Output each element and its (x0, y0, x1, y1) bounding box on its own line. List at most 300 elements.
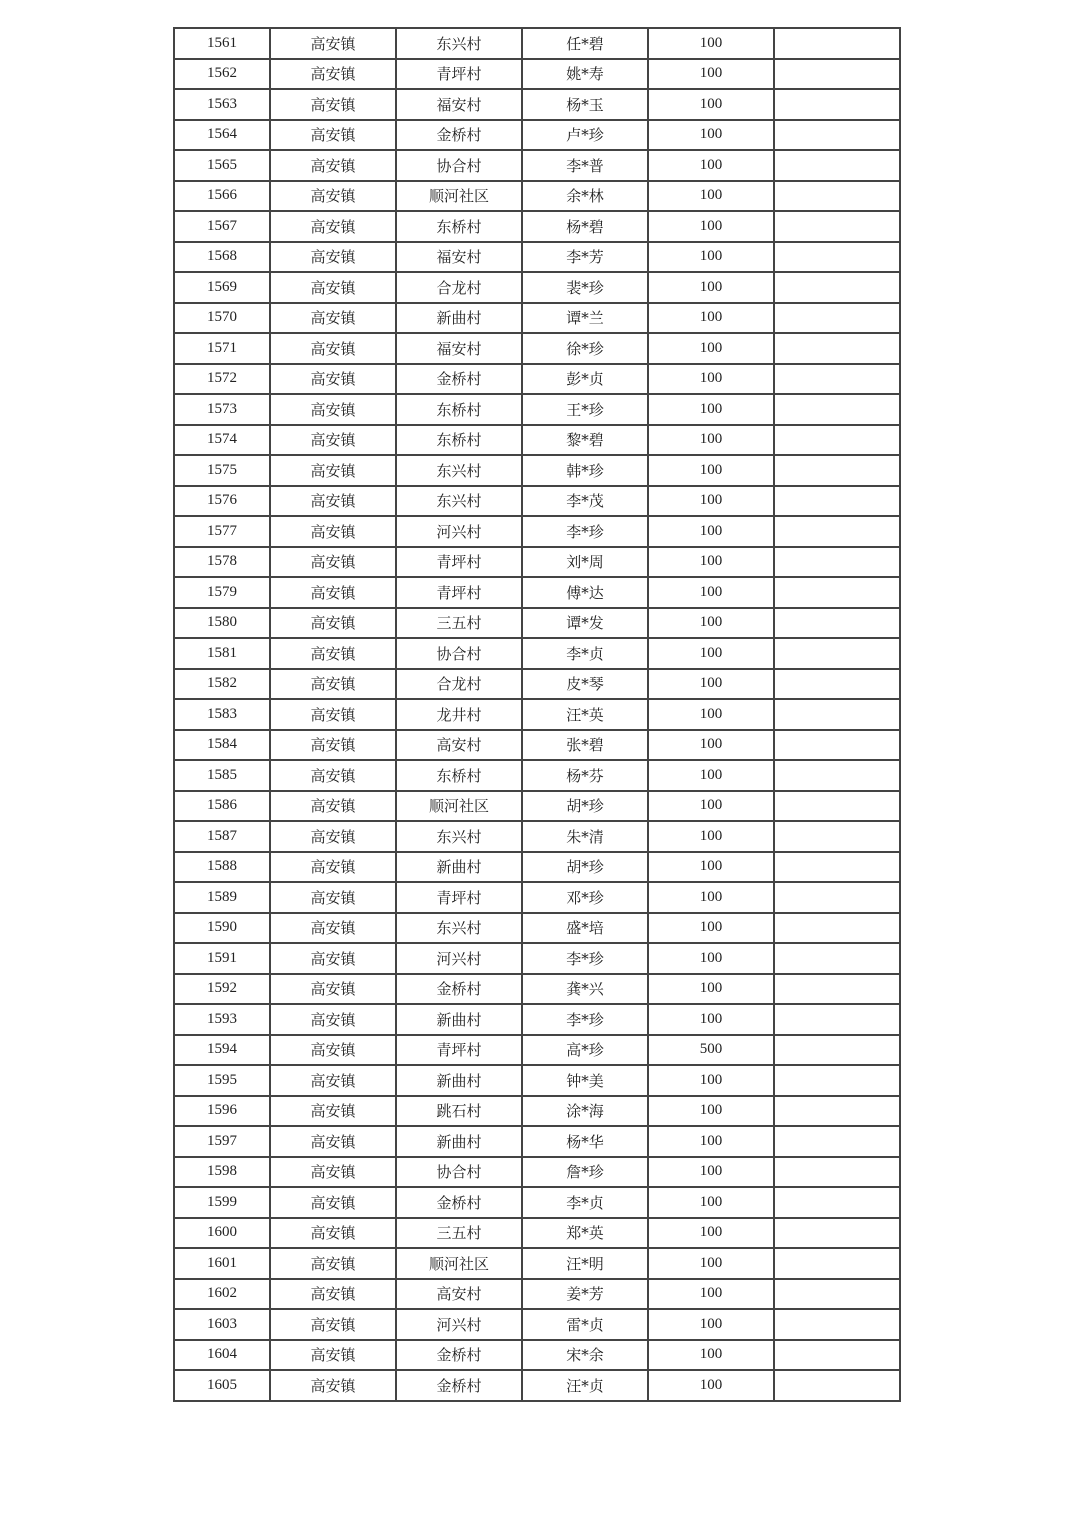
table-row (174, 1279, 900, 1310)
table-row (174, 913, 900, 944)
town-cell: 高安镇 (270, 394, 396, 425)
serial-number-cell: 1566 (174, 181, 270, 212)
table-row (174, 882, 900, 913)
village-cell: 福安村 (396, 242, 522, 273)
person-name-cell: 胡*珍 (522, 852, 648, 883)
remark-cell (774, 242, 900, 273)
serial-number-cell: 1595 (174, 1065, 270, 1096)
town-cell: 高安镇 (270, 425, 396, 456)
amount-cell: 100 (648, 455, 774, 486)
serial-number-cell: 1571 (174, 333, 270, 364)
amount-cell: 100 (648, 89, 774, 120)
town-cell: 高安镇 (270, 547, 396, 578)
remark-cell (774, 1004, 900, 1035)
table-row (174, 1218, 900, 1249)
serial-number-cell: 1577 (174, 516, 270, 547)
person-name-cell: 余*林 (522, 181, 648, 212)
town-cell: 高安镇 (270, 1309, 396, 1340)
village-cell: 东兴村 (396, 913, 522, 944)
table-row (174, 425, 900, 456)
amount-cell: 100 (648, 272, 774, 303)
serial-number-cell: 1563 (174, 89, 270, 120)
person-name-cell: 傅*达 (522, 577, 648, 608)
village-cell: 河兴村 (396, 943, 522, 974)
town-cell: 高安镇 (270, 608, 396, 639)
serial-number-cell: 1590 (174, 913, 270, 944)
table-row (174, 1157, 900, 1188)
table-row (174, 59, 900, 90)
village-cell: 合龙村 (396, 669, 522, 700)
remark-cell (774, 272, 900, 303)
table-row (174, 669, 900, 700)
remark-cell (774, 1248, 900, 1279)
village-cell: 河兴村 (396, 1309, 522, 1340)
serial-number-cell: 1564 (174, 120, 270, 151)
village-cell: 青坪村 (396, 882, 522, 913)
village-cell: 顺河社区 (396, 791, 522, 822)
person-name-cell: 詹*珍 (522, 1157, 648, 1188)
serial-number-cell: 1594 (174, 1035, 270, 1066)
town-cell: 高安镇 (270, 516, 396, 547)
town-cell: 高安镇 (270, 242, 396, 273)
village-cell: 新曲村 (396, 1004, 522, 1035)
person-name-cell: 李*珍 (522, 943, 648, 974)
amount-cell: 100 (648, 913, 774, 944)
roster-table-body (174, 28, 900, 1401)
amount-cell: 100 (648, 1065, 774, 1096)
village-cell: 协合村 (396, 638, 522, 669)
remark-cell (774, 577, 900, 608)
serial-number-cell: 1604 (174, 1340, 270, 1371)
remark-cell (774, 608, 900, 639)
roster-sheet (173, 27, 901, 1402)
remark-cell (774, 394, 900, 425)
table-row (174, 1065, 900, 1096)
village-cell: 青坪村 (396, 1035, 522, 1066)
village-cell: 东桥村 (396, 760, 522, 791)
remark-cell (774, 89, 900, 120)
person-name-cell: 卢*珍 (522, 120, 648, 151)
village-cell: 青坪村 (396, 577, 522, 608)
table-row (174, 486, 900, 517)
table-row (174, 303, 900, 334)
table-row (174, 1309, 900, 1340)
person-name-cell: 李*芳 (522, 242, 648, 273)
town-cell: 高安镇 (270, 1004, 396, 1035)
table-row (174, 974, 900, 1005)
table-row (174, 333, 900, 364)
remark-cell (774, 1157, 900, 1188)
town-cell: 高安镇 (270, 181, 396, 212)
table-row (174, 455, 900, 486)
table-row (174, 211, 900, 242)
remark-cell (774, 699, 900, 730)
town-cell: 高安镇 (270, 303, 396, 334)
remark-cell (774, 638, 900, 669)
serial-number-cell: 1561 (174, 28, 270, 59)
serial-number-cell: 1599 (174, 1187, 270, 1218)
village-cell: 福安村 (396, 89, 522, 120)
town-cell: 高安镇 (270, 1126, 396, 1157)
serial-number-cell: 1562 (174, 59, 270, 90)
remark-cell (774, 516, 900, 547)
town-cell: 高安镇 (270, 150, 396, 181)
village-cell: 青坪村 (396, 547, 522, 578)
amount-cell: 100 (648, 1248, 774, 1279)
serial-number-cell: 1569 (174, 272, 270, 303)
serial-number-cell: 1597 (174, 1126, 270, 1157)
table-row (174, 394, 900, 425)
amount-cell: 100 (648, 181, 774, 212)
town-cell: 高安镇 (270, 730, 396, 761)
remark-cell (774, 211, 900, 242)
roster-table (173, 27, 901, 1402)
town-cell: 高安镇 (270, 59, 396, 90)
town-cell: 高安镇 (270, 455, 396, 486)
table-row (174, 699, 900, 730)
village-cell: 东桥村 (396, 211, 522, 242)
table-row (174, 28, 900, 59)
table-row (174, 181, 900, 212)
town-cell: 高安镇 (270, 699, 396, 730)
remark-cell (774, 821, 900, 852)
serial-number-cell: 1581 (174, 638, 270, 669)
table-row (174, 760, 900, 791)
remark-cell (774, 547, 900, 578)
amount-cell: 100 (648, 974, 774, 1005)
village-cell: 金桥村 (396, 974, 522, 1005)
serial-number-cell: 1584 (174, 730, 270, 761)
table-row (174, 638, 900, 669)
person-name-cell: 盛*培 (522, 913, 648, 944)
village-cell: 新曲村 (396, 852, 522, 883)
village-cell: 协合村 (396, 1157, 522, 1188)
amount-cell: 100 (648, 699, 774, 730)
table-row (174, 1096, 900, 1127)
serial-number-cell: 1570 (174, 303, 270, 334)
amount-cell: 100 (648, 150, 774, 181)
village-cell: 东兴村 (396, 455, 522, 486)
town-cell: 高安镇 (270, 974, 396, 1005)
amount-cell: 100 (648, 608, 774, 639)
serial-number-cell: 1589 (174, 882, 270, 913)
person-name-cell: 任*碧 (522, 28, 648, 59)
town-cell: 高安镇 (270, 89, 396, 120)
town-cell: 高安镇 (270, 760, 396, 791)
village-cell: 金桥村 (396, 1370, 522, 1401)
person-name-cell: 李*珍 (522, 516, 648, 547)
person-name-cell: 谭*兰 (522, 303, 648, 334)
amount-cell: 100 (648, 1004, 774, 1035)
amount-cell: 100 (648, 364, 774, 395)
serial-number-cell: 1601 (174, 1248, 270, 1279)
serial-number-cell: 1587 (174, 821, 270, 852)
person-name-cell: 姚*寿 (522, 59, 648, 90)
person-name-cell: 裴*珍 (522, 272, 648, 303)
village-cell: 三五村 (396, 608, 522, 639)
remark-cell (774, 1065, 900, 1096)
person-name-cell: 姜*芳 (522, 1279, 648, 1310)
table-row (174, 608, 900, 639)
village-cell: 高安村 (396, 1279, 522, 1310)
table-row (174, 516, 900, 547)
village-cell: 新曲村 (396, 1065, 522, 1096)
person-name-cell: 皮*琴 (522, 669, 648, 700)
town-cell: 高安镇 (270, 1035, 396, 1066)
village-cell: 东桥村 (396, 394, 522, 425)
serial-number-cell: 1572 (174, 364, 270, 395)
village-cell: 新曲村 (396, 303, 522, 334)
town-cell: 高安镇 (270, 1157, 396, 1188)
serial-number-cell: 1603 (174, 1309, 270, 1340)
serial-number-cell: 1583 (174, 699, 270, 730)
town-cell: 高安镇 (270, 364, 396, 395)
serial-number-cell: 1574 (174, 425, 270, 456)
amount-cell: 100 (648, 760, 774, 791)
serial-number-cell: 1602 (174, 1279, 270, 1310)
village-cell: 龙井村 (396, 699, 522, 730)
town-cell: 高安镇 (270, 333, 396, 364)
amount-cell: 100 (648, 638, 774, 669)
village-cell: 东兴村 (396, 486, 522, 517)
remark-cell (774, 425, 900, 456)
person-name-cell: 钟*美 (522, 1065, 648, 1096)
remark-cell (774, 852, 900, 883)
person-name-cell: 李*贞 (522, 1187, 648, 1218)
amount-cell: 100 (648, 943, 774, 974)
amount-cell: 100 (648, 1126, 774, 1157)
town-cell: 高安镇 (270, 486, 396, 517)
amount-cell: 100 (648, 333, 774, 364)
remark-cell (774, 364, 900, 395)
remark-cell (774, 181, 900, 212)
table-row (174, 1004, 900, 1035)
person-name-cell: 韩*珍 (522, 455, 648, 486)
amount-cell: 100 (648, 730, 774, 761)
town-cell: 高安镇 (270, 1187, 396, 1218)
remark-cell (774, 303, 900, 334)
remark-cell (774, 150, 900, 181)
table-row (174, 364, 900, 395)
village-cell: 高安村 (396, 730, 522, 761)
serial-number-cell: 1578 (174, 547, 270, 578)
person-name-cell: 杨*玉 (522, 89, 648, 120)
person-name-cell: 宋*余 (522, 1340, 648, 1371)
amount-cell: 100 (648, 1370, 774, 1401)
serial-number-cell: 1568 (174, 242, 270, 273)
village-cell: 青坪村 (396, 59, 522, 90)
table-row (174, 1370, 900, 1401)
table-row (174, 852, 900, 883)
person-name-cell: 彭*贞 (522, 364, 648, 395)
person-name-cell: 杨*芬 (522, 760, 648, 791)
person-name-cell: 张*碧 (522, 730, 648, 761)
table-row (174, 821, 900, 852)
town-cell: 高安镇 (270, 791, 396, 822)
table-row (174, 1035, 900, 1066)
table-row (174, 547, 900, 578)
town-cell: 高安镇 (270, 943, 396, 974)
serial-number-cell: 1596 (174, 1096, 270, 1127)
town-cell: 高安镇 (270, 1065, 396, 1096)
village-cell: 跳石村 (396, 1096, 522, 1127)
serial-number-cell: 1591 (174, 943, 270, 974)
person-name-cell: 雷*贞 (522, 1309, 648, 1340)
village-cell: 福安村 (396, 333, 522, 364)
table-row (174, 242, 900, 273)
person-name-cell: 汪*明 (522, 1248, 648, 1279)
village-cell: 河兴村 (396, 516, 522, 547)
remark-cell (774, 669, 900, 700)
village-cell: 东兴村 (396, 821, 522, 852)
amount-cell: 100 (648, 59, 774, 90)
person-name-cell: 黎*碧 (522, 425, 648, 456)
village-cell: 三五村 (396, 1218, 522, 1249)
serial-number-cell: 1575 (174, 455, 270, 486)
remark-cell (774, 1340, 900, 1371)
village-cell: 合龙村 (396, 272, 522, 303)
serial-number-cell: 1585 (174, 760, 270, 791)
remark-cell (774, 1370, 900, 1401)
amount-cell: 100 (648, 486, 774, 517)
village-cell: 协合村 (396, 150, 522, 181)
table-row (174, 577, 900, 608)
table-row (174, 150, 900, 181)
town-cell: 高安镇 (270, 120, 396, 151)
amount-cell: 100 (648, 577, 774, 608)
table-row (174, 120, 900, 151)
amount-cell: 100 (648, 394, 774, 425)
amount-cell: 100 (648, 211, 774, 242)
remark-cell (774, 974, 900, 1005)
remark-cell (774, 59, 900, 90)
village-cell: 金桥村 (396, 1187, 522, 1218)
amount-cell: 100 (648, 28, 774, 59)
amount-cell: 500 (648, 1035, 774, 1066)
amount-cell: 100 (648, 425, 774, 456)
town-cell: 高安镇 (270, 913, 396, 944)
town-cell: 高安镇 (270, 1248, 396, 1279)
town-cell: 高安镇 (270, 638, 396, 669)
remark-cell (774, 455, 900, 486)
serial-number-cell: 1588 (174, 852, 270, 883)
amount-cell: 100 (648, 1309, 774, 1340)
amount-cell: 100 (648, 1340, 774, 1371)
town-cell: 高安镇 (270, 1279, 396, 1310)
person-name-cell: 李*茂 (522, 486, 648, 517)
serial-number-cell: 1593 (174, 1004, 270, 1035)
person-name-cell: 胡*珍 (522, 791, 648, 822)
table-row (174, 1340, 900, 1371)
amount-cell: 100 (648, 1279, 774, 1310)
amount-cell: 100 (648, 791, 774, 822)
town-cell: 高安镇 (270, 272, 396, 303)
person-name-cell: 李*贞 (522, 638, 648, 669)
person-name-cell: 李*珍 (522, 1004, 648, 1035)
village-cell: 金桥村 (396, 1340, 522, 1371)
town-cell: 高安镇 (270, 1340, 396, 1371)
person-name-cell: 龚*兴 (522, 974, 648, 1005)
person-name-cell: 谭*发 (522, 608, 648, 639)
town-cell: 高安镇 (270, 1096, 396, 1127)
remark-cell (774, 1309, 900, 1340)
person-name-cell: 郑*英 (522, 1218, 648, 1249)
town-cell: 高安镇 (270, 852, 396, 883)
serial-number-cell: 1605 (174, 1370, 270, 1401)
town-cell: 高安镇 (270, 821, 396, 852)
person-name-cell: 李*普 (522, 150, 648, 181)
person-name-cell: 汪*英 (522, 699, 648, 730)
table-row (174, 943, 900, 974)
amount-cell: 100 (648, 516, 774, 547)
village-cell: 新曲村 (396, 1126, 522, 1157)
person-name-cell: 杨*碧 (522, 211, 648, 242)
serial-number-cell: 1567 (174, 211, 270, 242)
remark-cell (774, 882, 900, 913)
person-name-cell: 高*珍 (522, 1035, 648, 1066)
village-cell: 东桥村 (396, 425, 522, 456)
remark-cell (774, 791, 900, 822)
town-cell: 高安镇 (270, 882, 396, 913)
remark-cell (774, 333, 900, 364)
person-name-cell: 王*珍 (522, 394, 648, 425)
serial-number-cell: 1579 (174, 577, 270, 608)
town-cell: 高安镇 (270, 669, 396, 700)
amount-cell: 100 (648, 242, 774, 273)
table-row (174, 1126, 900, 1157)
remark-cell (774, 730, 900, 761)
village-cell: 金桥村 (396, 120, 522, 151)
remark-cell (774, 760, 900, 791)
town-cell: 高安镇 (270, 1370, 396, 1401)
remark-cell (774, 913, 900, 944)
serial-number-cell: 1592 (174, 974, 270, 1005)
remark-cell (774, 486, 900, 517)
village-cell: 金桥村 (396, 364, 522, 395)
person-name-cell: 邓*珍 (522, 882, 648, 913)
town-cell: 高安镇 (270, 28, 396, 59)
table-row (174, 272, 900, 303)
amount-cell: 100 (648, 1157, 774, 1188)
table-row (174, 791, 900, 822)
serial-number-cell: 1600 (174, 1218, 270, 1249)
person-name-cell: 杨*华 (522, 1126, 648, 1157)
remark-cell (774, 1035, 900, 1066)
village-cell: 东兴村 (396, 28, 522, 59)
village-cell: 顺河社区 (396, 1248, 522, 1279)
village-cell: 顺河社区 (396, 181, 522, 212)
serial-number-cell: 1576 (174, 486, 270, 517)
serial-number-cell: 1582 (174, 669, 270, 700)
serial-number-cell: 1586 (174, 791, 270, 822)
serial-number-cell: 1573 (174, 394, 270, 425)
table-row (174, 1248, 900, 1279)
amount-cell: 100 (648, 1218, 774, 1249)
serial-number-cell: 1598 (174, 1157, 270, 1188)
amount-cell: 100 (648, 1187, 774, 1218)
remark-cell (774, 28, 900, 59)
amount-cell: 100 (648, 303, 774, 334)
remark-cell (774, 1279, 900, 1310)
table-row (174, 89, 900, 120)
town-cell: 高安镇 (270, 211, 396, 242)
town-cell: 高安镇 (270, 577, 396, 608)
amount-cell: 100 (648, 547, 774, 578)
person-name-cell: 朱*清 (522, 821, 648, 852)
amount-cell: 100 (648, 852, 774, 883)
table-row (174, 1187, 900, 1218)
remark-cell (774, 1187, 900, 1218)
